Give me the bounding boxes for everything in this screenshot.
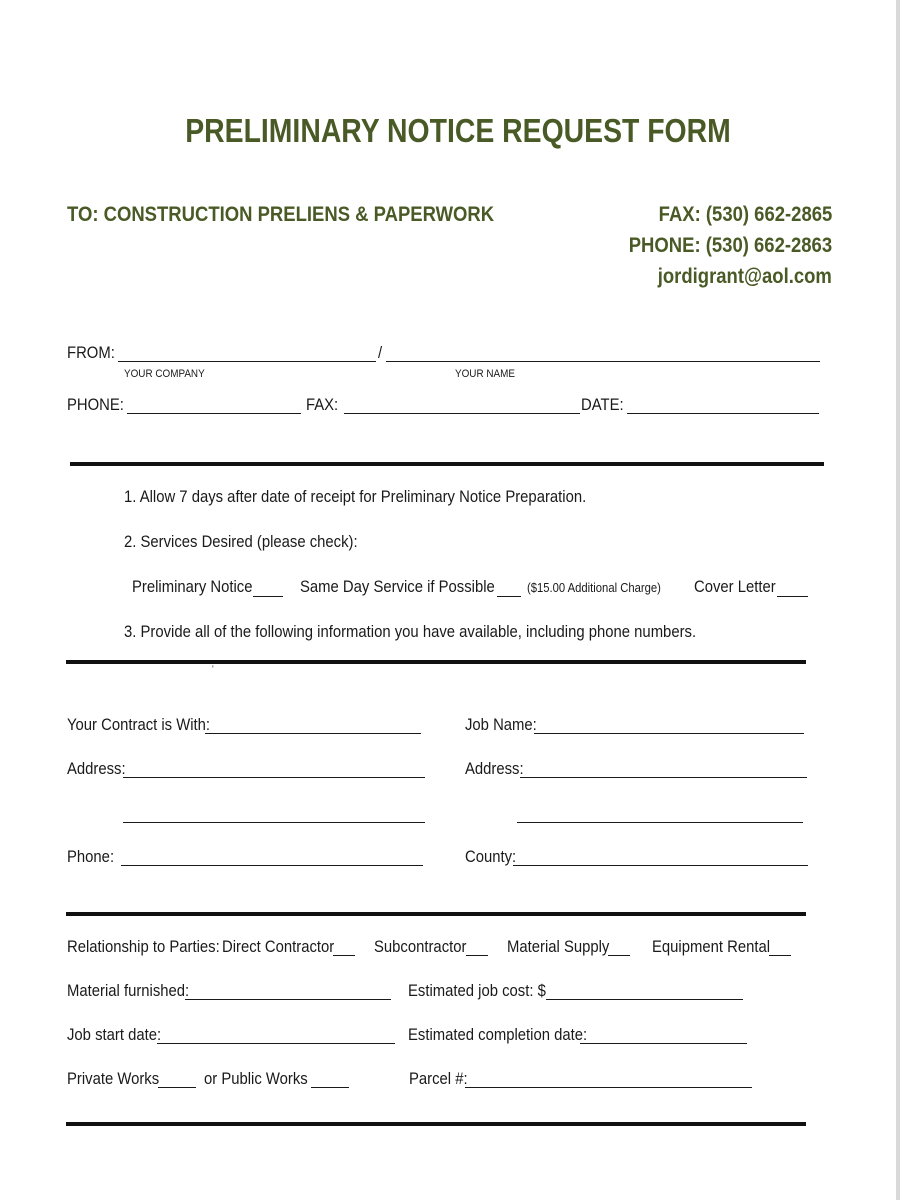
public-works-label: or Public Works xyxy=(204,1070,308,1088)
job-name-label: Job Name: xyxy=(465,716,537,734)
from-date-field[interactable] xyxy=(627,413,819,414)
instruction-3: 3. Provide all of the following information you have available, including phone numbers. xyxy=(124,623,697,641)
section-divider-3 xyxy=(66,912,806,916)
from-date-label: DATE: xyxy=(581,396,624,414)
equipment-rental-checkbox[interactable] xyxy=(769,955,791,956)
option-direct-contractor: Direct Contractor xyxy=(222,938,335,956)
from-slash: / xyxy=(378,344,383,362)
estimated-cost-label: Estimated job cost: $ xyxy=(408,982,546,1000)
estimated-cost-field[interactable] xyxy=(546,999,743,1000)
county-field[interactable] xyxy=(513,865,808,866)
job-address-label: Address: xyxy=(465,760,524,778)
material-furnished-label: Material furnished: xyxy=(67,982,190,1000)
from-phone-label: PHONE: xyxy=(67,396,124,414)
from-phone-field[interactable] xyxy=(127,413,301,414)
recipient-line: TO: CONSTRUCTION PRELIENS & PAPERWORK xyxy=(67,203,495,226)
contract-phone-label: Phone: xyxy=(67,848,115,866)
fax-number: FAX: (530) 662-2865 xyxy=(658,203,832,226)
parcel-label: Parcel #: xyxy=(409,1070,468,1088)
section-divider-1 xyxy=(70,462,824,466)
direct-contractor-checkbox[interactable] xyxy=(333,955,355,956)
same-day-charge-note: ($15.00 Additional Charge) xyxy=(527,581,661,595)
section-divider-2 xyxy=(66,660,806,664)
job-address-field[interactable] xyxy=(520,777,807,778)
contract-with-label: Your Contract is With: xyxy=(67,716,211,734)
form-title: PRELIMINARY NOTICE REQUEST FORM xyxy=(185,112,731,149)
service-preliminary-notice: Preliminary Notice xyxy=(132,578,253,596)
completion-date-field[interactable] xyxy=(580,1043,747,1044)
job-name-field[interactable] xyxy=(534,733,804,734)
email-address: jordigrant@aol.com xyxy=(657,265,832,288)
parcel-field[interactable] xyxy=(465,1087,752,1088)
material-furnished-field[interactable] xyxy=(185,999,391,1000)
subcontractor-checkbox[interactable] xyxy=(466,955,488,956)
contract-phone-field[interactable] xyxy=(121,865,423,866)
job-start-label: Job start date: xyxy=(67,1026,162,1044)
private-works-checkbox[interactable] xyxy=(158,1087,196,1088)
same-day-checkbox[interactable] xyxy=(497,596,521,597)
contract-address-field[interactable] xyxy=(123,777,425,778)
stray-mark: ' xyxy=(212,664,214,674)
service-cover-letter: Cover Letter xyxy=(694,578,776,596)
private-works-label: Private Works xyxy=(67,1070,160,1088)
section-divider-4 xyxy=(66,1122,806,1126)
scrollbar[interactable] xyxy=(896,0,900,1200)
contract-with-field[interactable] xyxy=(205,733,421,734)
completion-date-label: Estimated completion date: xyxy=(408,1026,588,1044)
material-supply-checkbox[interactable] xyxy=(608,955,630,956)
relationship-label: Relationship to Parties: xyxy=(67,938,220,956)
company-field[interactable] xyxy=(118,361,376,362)
company-caption: YOUR COMPANY xyxy=(124,368,205,380)
instruction-2: 2. Services Desired (please check): xyxy=(124,533,358,551)
phone-number: PHONE: (530) 662-2863 xyxy=(628,234,832,257)
county-label: County: xyxy=(465,848,517,866)
name-caption: YOUR NAME xyxy=(455,368,515,380)
service-same-day: Same Day Service if Possible xyxy=(300,578,495,596)
option-subcontractor: Subcontractor xyxy=(374,938,467,956)
from-label: FROM: xyxy=(67,344,115,362)
your-name-field[interactable] xyxy=(386,361,820,362)
public-works-checkbox[interactable] xyxy=(311,1087,349,1088)
instruction-1: 1. Allow 7 days after date of receipt for Preliminary Notice Preparation. xyxy=(124,488,587,506)
job-address-field-2[interactable] xyxy=(517,822,803,823)
option-equipment-rental: Equipment Rental xyxy=(652,938,771,956)
option-material-supply: Material Supply xyxy=(507,938,610,956)
contract-address-field-2[interactable] xyxy=(123,822,425,823)
from-fax-field[interactable] xyxy=(344,413,580,414)
preliminary-notice-checkbox[interactable] xyxy=(253,596,283,597)
job-start-field[interactable] xyxy=(157,1043,395,1044)
contract-address-label: Address: xyxy=(67,760,126,778)
cover-letter-checkbox[interactable] xyxy=(777,596,808,597)
from-fax-label: FAX: xyxy=(306,396,339,414)
